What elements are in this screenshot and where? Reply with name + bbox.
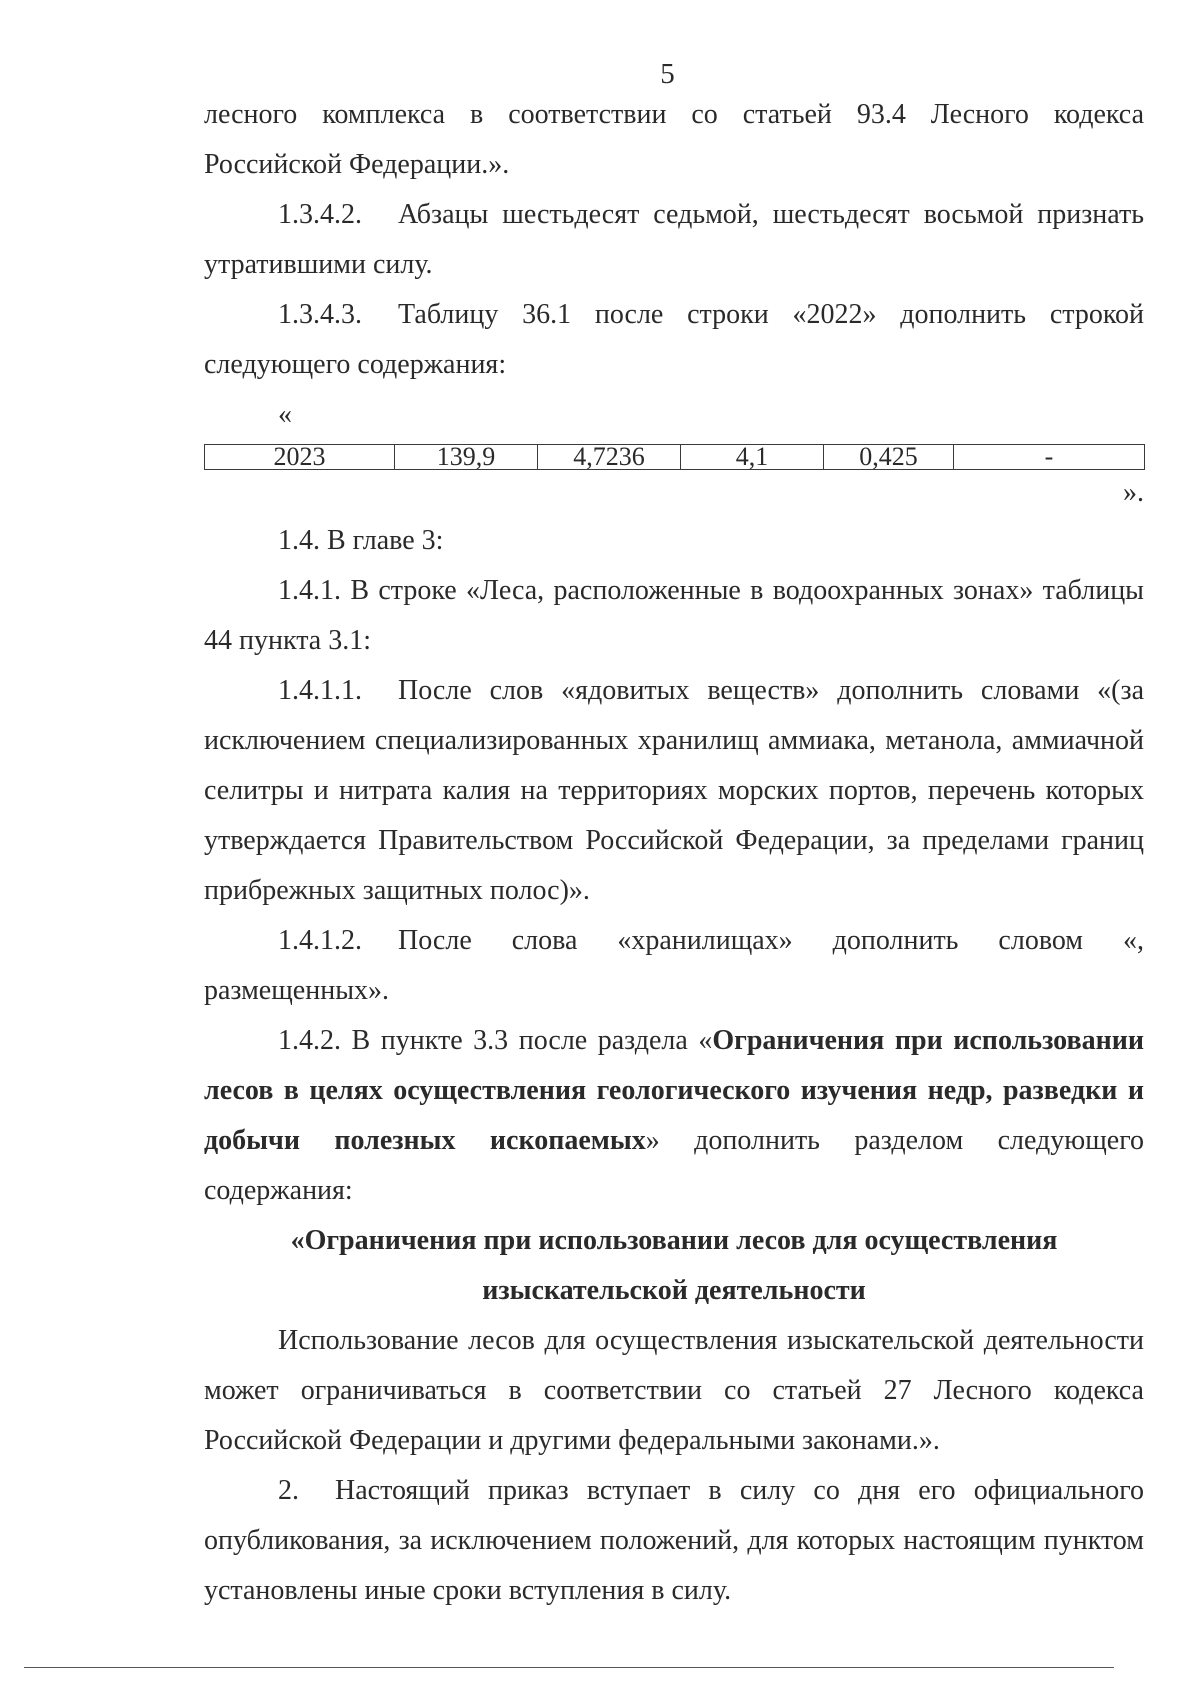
paragraph-1-3-4-3	[204, 290, 1144, 390]
page-number: 5	[660, 58, 675, 90]
paragraph-survey-activity: Использование лесов для осуществления изыскательской деятельности может ограничиваться в соответствии со статьей 27 Лесного кодекса Российской Федерации и другими федеральными законами.».	[204, 1325, 1144, 1456]
bottom-rule	[24, 1667, 1114, 1668]
table-cell: 139,9	[395, 445, 538, 470]
clause-number: 2.	[278, 1475, 299, 1506]
clause-text: Настоящий приказ вступает в силу со дня его официального опубликования, за исключением положений, для которых настоящим пунктом установлены иные сроки вступления в силу.	[204, 1475, 1144, 1606]
clause-intro: 1.4.2. В пункте 3.3 после раздела «	[278, 1025, 713, 1056]
paragraph-1-4-1: 1.4.1. В строке «Леса, расположенные в водоохранных зонах» таблицы 44 пункта 3.1:	[204, 575, 1144, 656]
paragraph-2	[204, 1466, 1144, 1616]
clause-text: После слова «хранилищах» дополнить словом «, размещенных».	[204, 925, 1144, 1006]
section-heading-line-1: «Ограничения при использовании лесов для осуществления	[290, 1225, 1058, 1256]
paragraph-1-4-1-2	[204, 916, 1144, 1016]
inserted-table-row	[204, 444, 1145, 470]
clause-outro: » дополнить разделом следующего содержания:	[204, 1125, 1144, 1206]
paragraph-forest-complex: лесного комплекса в соответствии со статьей 93.4 Лесного кодекса Российской Федерации.».	[204, 99, 1144, 180]
document-body	[204, 90, 1144, 1616]
table-cell: 0,425	[824, 445, 954, 470]
table-row	[205, 445, 1145, 470]
section-heading-line-2: изыскательской деятельности	[482, 1275, 866, 1306]
table-cell-year: 2023	[205, 445, 395, 470]
clause-text: Абзацы шестьдесят седьмой, шестьдесят восьмой признать утратившими силу.	[204, 199, 1144, 280]
clause-text: Таблицу 36.1 после строки «2022» дополнить строкой следующего содержания:	[204, 299, 1144, 380]
clause-number: 1.3.4.2.	[278, 199, 362, 230]
paragraph-1-4-2	[204, 1016, 1144, 1216]
closing-quote: ».	[1123, 477, 1144, 508]
table-cell: -	[954, 445, 1145, 470]
paragraph-1-3-4-2	[204, 190, 1144, 290]
table-cell: 4,1	[681, 445, 824, 470]
clause-number: 1.3.4.3.	[278, 299, 362, 330]
bold-section-title: Ограничения при использовании лесов в целях осуществления геологического изучения недр, разведки и добычи полезных ископаемых	[204, 1025, 1144, 1156]
clause-number: 1.4.1.1.	[278, 675, 362, 706]
clause-text: После слов «ядовитых веществ» дополнить словами «(за исключением специализированных хранилищ аммиака, метанола, аммиачной селитры и нитрата калия на территориях морских портов, перечень которых утверждается Правительством Российской Федерации, за пределами границ прибрежных защитных полос)».	[204, 675, 1144, 906]
paragraph-1-4-1-1	[204, 666, 1144, 916]
clause-number: 1.4.1.2.	[278, 925, 362, 956]
opening-quote: «	[278, 399, 292, 430]
paragraph-1-4: 1.4. В главе 3:	[278, 525, 444, 556]
table-cell: 4,7236	[538, 445, 681, 470]
